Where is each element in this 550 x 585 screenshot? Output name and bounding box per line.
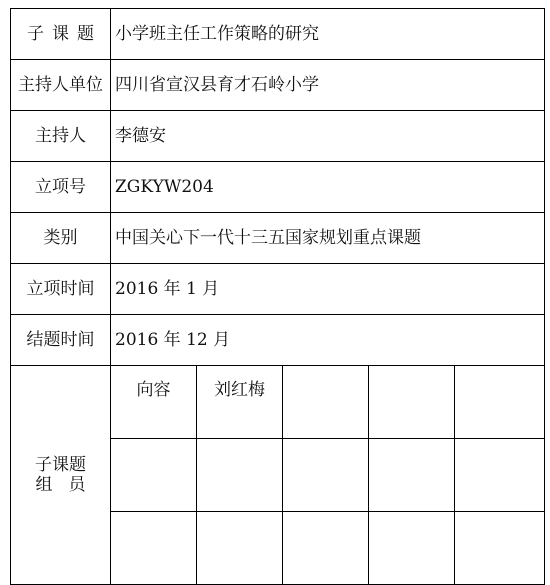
project-number-label: 立项号 [11, 162, 111, 213]
member-cell: 向容 [111, 366, 197, 439]
category-value: 中国关心下一代十三五国家规划重点课题 [111, 213, 545, 264]
member-cell-empty [369, 512, 455, 585]
host-unit-label: 主持人单位 [11, 60, 111, 111]
row-end-date [11, 315, 545, 366]
member-cell-empty [455, 512, 545, 585]
row-host-unit [11, 60, 545, 111]
members-label-line1: 子课题 [35, 454, 86, 475]
member-cell-empty [111, 439, 197, 512]
member-cell [455, 366, 545, 439]
member-cell-empty [197, 512, 283, 585]
member-cell-empty [197, 439, 283, 512]
member-cell-empty [369, 439, 455, 512]
start-date-label: 立项时间 [11, 264, 111, 315]
subproject-value: 小学班主任工作策略的研究 [111, 9, 545, 60]
members-label-line2: 组员 [35, 475, 102, 495]
row-project-number [11, 162, 545, 213]
host-label: 主持人 [11, 111, 111, 162]
member-cell-empty [455, 439, 545, 512]
host-unit-value: 四川省宣汉县育才石岭小学 [111, 60, 545, 111]
member-cell [283, 366, 369, 439]
member-cell-empty [283, 439, 369, 512]
members-label [11, 366, 111, 585]
row-subproject [11, 9, 545, 60]
member-cell-empty [283, 512, 369, 585]
project-info-table [10, 8, 545, 585]
start-date-value: 2016 年 1 月 [111, 264, 545, 315]
end-date-value: 2016 年 12 月 [111, 315, 545, 366]
member-cell [369, 366, 455, 439]
project-number-value: ZGKYW204 [111, 162, 545, 213]
member-cell: 刘红梅 [197, 366, 283, 439]
category-label: 类别 [11, 213, 111, 264]
row-start-date [11, 264, 545, 315]
end-date-label: 结题时间 [11, 315, 111, 366]
host-value: 李德安 [111, 111, 545, 162]
subproject-label: 子课题 [11, 9, 111, 60]
member-cell-empty [111, 512, 197, 585]
row-host [11, 111, 545, 162]
row-category [11, 213, 545, 264]
row-members-1 [11, 366, 545, 439]
